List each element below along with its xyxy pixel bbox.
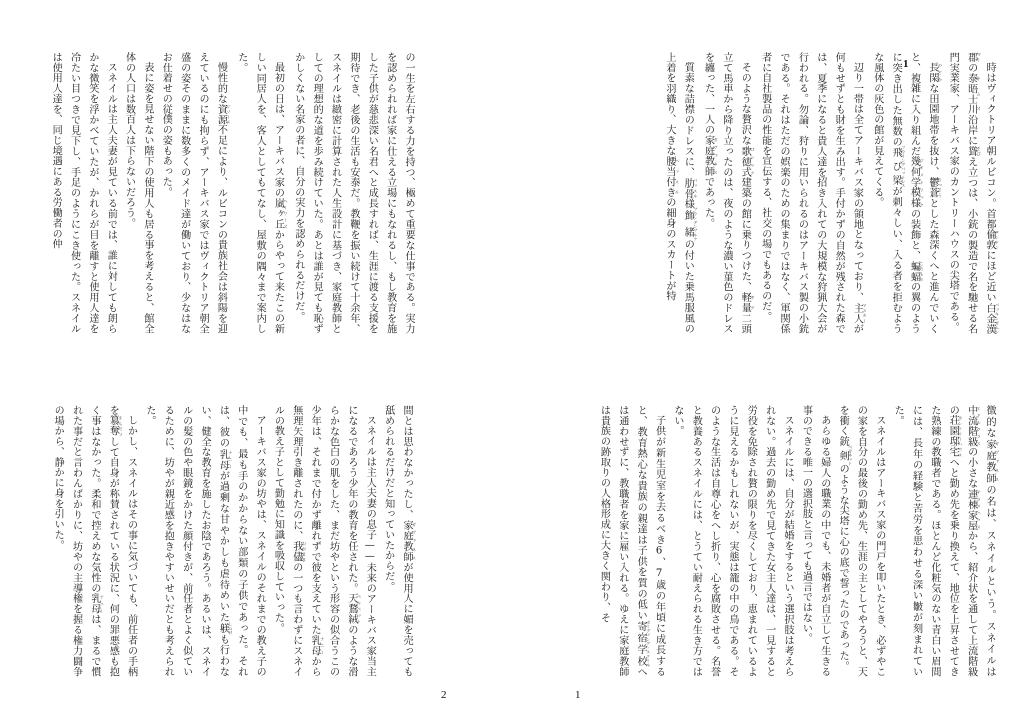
ruby-annotated-text: 家庭教師 ガヴァネス [984,439,1000,485]
text-run: 慢性的な [215,62,227,104]
page-number-bottom-right: 1 [575,689,581,701]
ruby-annotated-text: 泰晤士川 テムズ [965,72,982,115]
ruby-annotated-text: 簒奪 さんだつ [107,415,124,437]
text-run: しかし、スネイルはその事に気づいても、前任者の手柄を [107,405,137,677]
paragraph [156,52,231,334]
page-text-top-left [50,52,417,334]
text-run: 時はヴィクトリア朝ルビコン。首都 [984,62,995,230]
furigana: ガヴァネス [713,135,719,177]
text-run: スネイルには、自分が結婚をするという選択肢は考えられない。過去の勤め先で見てきた女主人達は、一見すると労役を免除され贅の限りを尽くしており、恵まれているように見えるかもしれないが、実態は籠の中の鳥である。そのような生活は自尊心をへし折り、心を腐敗させる。名誉と教養あるスネイルには、とうてい耐えられる生き方ではない。 [671,405,794,677]
page-number-top-right: 1 [903,58,909,70]
text-run: アーキバス家の坊やは、スネイルのそれまでの教え子の中でも、最も手のかからない部類の子供であった。それは、彼の [217,405,266,677]
text-run: が過剰な甘やかしも虐待めいた [217,470,229,624]
paragraph [888,405,1000,677]
text-run: が刺々しい、入る者を拒むような風体の灰色の館が見えてくる。 [871,52,902,334]
ruby-annotated-text: 天鵞絨 ベルベット [345,593,362,625]
text-run: 様 [682,198,694,210]
ruby-annotated-text: 躾 しつけ [217,621,234,635]
furigana: ベルベット [356,593,362,625]
text-run: へは通わせずに、教職者を家に雇い入れる。ゆえに家庭教師は貴族の跡取りの人格形成に大きく関わり、そ [598,405,647,677]
text-run: が使用人に媚を売っても舐められるだけだと知っていたからだ。 [382,405,412,677]
page-number-bottom-left: 2 [441,689,447,701]
furigana: うっそう [937,177,943,198]
furigana: ガヴァネス [412,520,417,562]
furigana: フライングバットレス [901,145,907,188]
paragraph [698,52,755,334]
text-run: の付いた乗馬服風の上着を羽織り、大きな [663,52,694,334]
furigana: ゴシック [750,145,756,178]
ruby-annotated-text: 鬱蒼 うっそう [926,177,943,199]
ruby-annotated-text: 嵐ヶ丘 ヘーワーズ [272,198,289,230]
ruby-annotated-text: 荘園邸宅 カントリーハウス [947,415,964,458]
text-run: スネイルはアーキバス家の門戸を叩いたとき、必ずやこの家を自分の最後の勤め先、生涯の主としてやろうと、天を衝く銃 [837,405,885,677]
ruby-annotated-text: 主人 マスター [851,302,868,324]
text-run: 徴的な [984,405,995,440]
text-run: とした森深くへと進んでいくと、複雑に入り組んだ [908,52,938,334]
text-run: そのような贅沢な [739,62,751,146]
text-run: 沿岸に [965,114,977,147]
paragraph [140,405,269,677]
furigana: ガヴァネス [995,439,1000,484]
paragraph [867,52,942,334]
ruby-annotated-text: 腰当付き バッスル [663,155,680,198]
text-run: な田園地帯を抜け、 [926,83,938,178]
paragraph [668,405,797,677]
ruby-annotated-text: 乳母 ナニー [309,635,326,657]
text-run: え立つは、小銃の製造で名を馳せる名門実業家、アーキバス家のカントリーハウスの尖塔である。 [947,52,977,334]
text-run: の一生を左右する力を持つ、極めて重要な仕事である。実力を認められれば家に仕える立場にもなれるし、もし教育を施した子供が慈悲深い名君へと成長すれば、生涯に渡る支援を期待でき、老後の生活も安泰だ。教鞭を振い続けて十余年、スネイルは緻密に計算された人生設計に基づき、家庭教師としての理想的な道を歩み続けていた。あとは誰が見ても恥ずかしくない名家の者に、自分の実力を認められるだけだ。 [292,52,414,334]
furigana: ボーディング・スクール [646,620,652,667]
text-run: 子供が新生児室を去るべき6、7歳の年頃に成長すると、教育熱心な貴族の親達は子供を質の低い [635,405,665,677]
ruby-annotated-text: 飾緒 ブランデンブルク [682,207,699,242]
furigana: バッキンガムシャー [976,52,1000,335]
text-run: して自身が称賛されている状況に、何の罪悪感も抱く事はなかった。柔和で控えめな気性の [88,405,119,677]
text-run: の [965,62,977,73]
page-text-bottom-right [598,405,1000,677]
text-run: 辺り一帯は全てアーキバス家の領地となっており、 [851,62,863,303]
furigana: ナニー [320,635,326,657]
text-run: スネイルは主人夫妻が見ている前では、誰に対しても朗らかな微笑を浮かべていたが、かれらが目を離すと使用人達を冷たい目つきで見下し、手足のようにこき使った。スネイルは使用人達を、同じ境遇にある労働者の仲 [50,52,117,334]
furigana: テムズ [976,72,982,115]
paragraph [231,52,288,334]
furigana: ロンドン [995,229,1000,251]
furigana: バッスル [674,155,680,198]
furigana: のどか [937,62,943,83]
ruby-annotated-text: 倫敦 ロンドン [984,229,1000,251]
text-run: 最初の日は、アーキバス家の [272,62,284,199]
paragraph [943,52,1000,334]
ruby-annotated-text: 剣 ベヨネット [837,444,854,466]
furigana: ミドルクラス [976,405,982,447]
text-run: が何もせずとも財を生み出す。手付かずの自然が残された森では、夏季になると貴人達を招き入れての大規模な狩猟大会が行われる。勿論、狩りに用いられるのはアーキバス製の小銃である。それはただの娯楽のための集まりではなく、軍関係者に自社製品の性能を宣伝する、社交の場でもあるのだ。 [759,52,863,334]
paragraph [833,405,888,677]
text-run: のような尖塔に心の底で誓ったのであった。 [837,463,849,672]
furigana: カントリーハウス [958,415,964,458]
text-run: からやって来たこの新しい同居人を、客人としてもてなし、屋敷の隅々まで案内した。 [235,52,284,334]
ruby-annotated-text: 寄宿学校 ボーディング・スクール [635,620,652,667]
paragraph [796,405,833,677]
text-run: にほど近い [984,250,995,303]
text-run: のような滑らかな色白の肌をした、まだ坊やという形容の似合うこの少年は、それまで付かず離れずで彼を支えていた [309,405,357,678]
furigana: さんだつ [118,415,124,437]
ruby-annotated-text: 長閑 のどか [926,62,943,84]
furigana: リソース [226,103,232,125]
ruby-annotated-text: 資源 リソース [215,103,232,125]
text-run: あらゆる婦人の職業の中でも、未婚者が自立して生きる事のできる唯一の選択肢と言っても過言ではない。 [800,405,830,677]
text-run: へと勤め先を乗り換えて、地位を上昇させてきた熟練の教職者である。ほとんど化粧気のない青白い眉間には、長年の経験と苦労を思わせる深い皺が刻まれていた。 [892,405,959,677]
ruby-annotated-text: 白金漢郡バッキンガムシャー [965,52,1000,335]
furigana: バッスル [693,177,699,199]
ruby-annotated-text: 連棟家屋 テラスハウス [965,488,982,531]
furigana: ジオメトリック [919,156,925,209]
text-run: 二頭立て馬車から降り立ったのは、夜のような濃い菫色のドレスを纏った、一人の [702,52,751,334]
text-run: 不足により、ルビコンの貴族社会は斜陽を迎えているのにも拘らず、アーキバス家ではヴィクトリア朝全盛の姿そのままに数多くのメイド達が働いており、少なはなお仕着せの従僕の姿もあった。 [160,52,227,334]
text-run: 間とは思わなかったし、 [401,405,412,521]
furigana: こうもり [919,260,925,282]
text-run: から無理矢理引き離されたのに、 [290,405,321,677]
ruby-annotated-text: 中流階級 ミドルクラス [965,405,982,447]
paragraph [755,52,867,334]
ruby-annotated-text: 聳 そび [965,146,982,157]
text-run: の名は、スネイルという。スネイルは [984,484,995,677]
paragraph [46,52,119,334]
ruby-annotated-text: 我儘 わがまま [290,541,307,562]
page-text-top-right [663,52,1000,335]
furigana: ヘーワーズ [283,198,289,230]
text-run: も行わない、健全な教育を施したお陰であろう。あるいは、スネイルの髪の色や眼鏡をかけた顔付きが、前任者とよく似ているために、坊やが親近感を抱きやすいせいだとも考えられた。 [143,405,229,678]
text-run: は、まるで慣れた事だと言わんばかりに、坊やの主導権を握る権力闘争の場から、静かに身を引いた。 [52,405,100,677]
ruby-annotated-text: 家庭教師 ガヴァネス [401,520,417,562]
paragraph [268,405,378,677]
paragraph [594,405,667,677]
ruby-annotated-text: 幾何学模様 ジオメトリック [908,156,925,209]
ruby-annotated-text: 肋骨 バッスル [682,177,699,199]
text-run: の小さな [965,446,977,489]
text-run: の装飾と、 [908,208,920,261]
text-run: であった。 [702,176,714,229]
text-run: スネイルは主人夫妻の息子——未来のアーキバス家当主になるであろう少年の教育を任された。 [345,405,376,677]
furigana: ナニー [228,448,234,470]
text-run: 建築の館に乗りつけた、 [739,177,751,293]
ruby-annotated-text: 蝙蝠 こうもり [908,260,925,282]
ruby-annotated-text: 乳母 ナニー [217,448,234,471]
ruby-annotated-text: 家庭教師 ガヴァネス [702,135,719,177]
text-run: の一つも言わずにスネイルの教え子として勤勉に知識を吸収していった。 [272,405,302,677]
text-run: の細身のスカートが特 [663,197,675,302]
text-run: から、紹介状を通して上流階級の [947,405,977,677]
paragraph [119,52,156,334]
ruby-annotated-text: 乳母 ナニー [88,593,105,615]
ruby-annotated-text: 歌徳式 ゴシック [739,145,756,178]
furigana: ナニー [99,593,105,615]
ruby-annotated-text: 軽量 ギグ [739,292,756,314]
paragraph [288,52,417,334]
furigana: マスター [862,302,868,324]
furigana: そび [976,146,982,157]
furigana: ブランデンブルク [693,207,699,242]
ruby-annotated-text: 飛び梁 フライングバットレス [890,145,907,188]
furigana: ギグ [750,292,756,314]
furigana: ベヨネット [848,444,854,466]
paragraph [660,52,699,334]
text-run: の翼のように突き出した無数の [890,52,920,335]
page-text-bottom-left [52,405,417,678]
text-run: 質素な詰襟のドレスに、 [682,62,694,178]
furigana: わがまま [301,541,307,562]
paragraph [48,405,140,677]
furigana: しつけ [228,621,234,635]
text-run: 表に姿を見せない階下の使用人も居る事を考えると、館全体の人口は数百人は下らないだろう。 [123,52,153,334]
paragraph [378,405,417,677]
furigana: テラスハウス [976,488,982,531]
